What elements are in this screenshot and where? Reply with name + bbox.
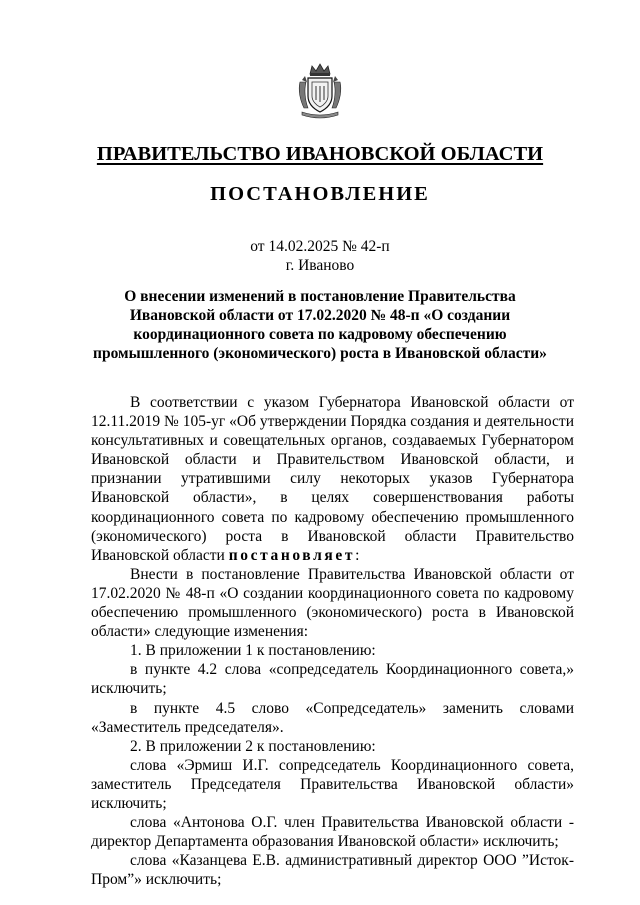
heading-line: О внесении изменений в постановление Правительства [124, 288, 516, 305]
organization-title: ПРАВИТЕЛЬСТВО ИВАНОВСКОЙ ОБЛАСТИ [96, 143, 544, 165]
heading-line: координационного совета по кадровому обеспечению [133, 326, 507, 343]
document-body [91, 393, 574, 889]
city: г. Иваново [285, 257, 355, 274]
date-and-number-block [0, 237, 640, 275]
body-paragraph: Внести в постановление Правительства Ивановской области от 17.02.2020 № 48-п «О создании координационного совета по кадровому обеспечению промышленного (экономического) роста в Ивановской области» следующие изменения: [91, 565, 574, 641]
heading-line: промышленного (экономического) роста в Ивановской области» [93, 345, 547, 362]
body-paragraph: 2. В приложении 2 к постановлению: [130, 737, 376, 755]
body-paragraph: слова «Казанцева Е.В. административный директор ООО ”Исток-Пром”» исключить; [91, 852, 574, 889]
body-paragraph: 1. В приложении 1 к постановлению: [130, 642, 376, 660]
preamble-paragraph: В соответствии с указом Губернатора Ивановской области от 12.11.2019 № 105-уг «Об утверждении Порядка создания и деятельности консультативных и совещательных органов, создаваемых Губернатором Ивановской области и Правительством Ивановской области, и признании утратившими силу некоторых указов Губернатора Ивановской области», в целях совершенствования работы координационного совета по кадровому обеспечению промышленного (экономического) роста в Ивановской области Правительство Ивановской области постановляет: [91, 394, 574, 564]
body-paragraph: в пункте 4.2 слова «сопредседатель Координационного совета,» исключить; [91, 661, 574, 698]
resolves-word: постановляет [228, 546, 356, 564]
document-type: ПОСТАНОВЛЕНИЕ [210, 183, 430, 205]
body-paragraph: слова «Эрмиш И.Г. сопредседатель Координационного совета, заместитель Председателя Правительства Ивановской области» исключить; [91, 756, 574, 812]
body-paragraph: слова «Антонова О.Г. член Правительства Ивановской области - директор Департамента образования Ивановской области» исключить; [91, 814, 574, 851]
document-heading [88, 287, 552, 363]
heading-line: Ивановской области от 17.02.2020 № 48-п «О создании [129, 307, 511, 324]
body-paragraph: в пункте 4.5 слово «Сопредседатель» заменить словами «Заместитель председателя». [91, 699, 574, 736]
coat-of-arms-icon [296, 60, 344, 120]
date-number: от 14.02.2025 № 42-п [250, 238, 390, 255]
